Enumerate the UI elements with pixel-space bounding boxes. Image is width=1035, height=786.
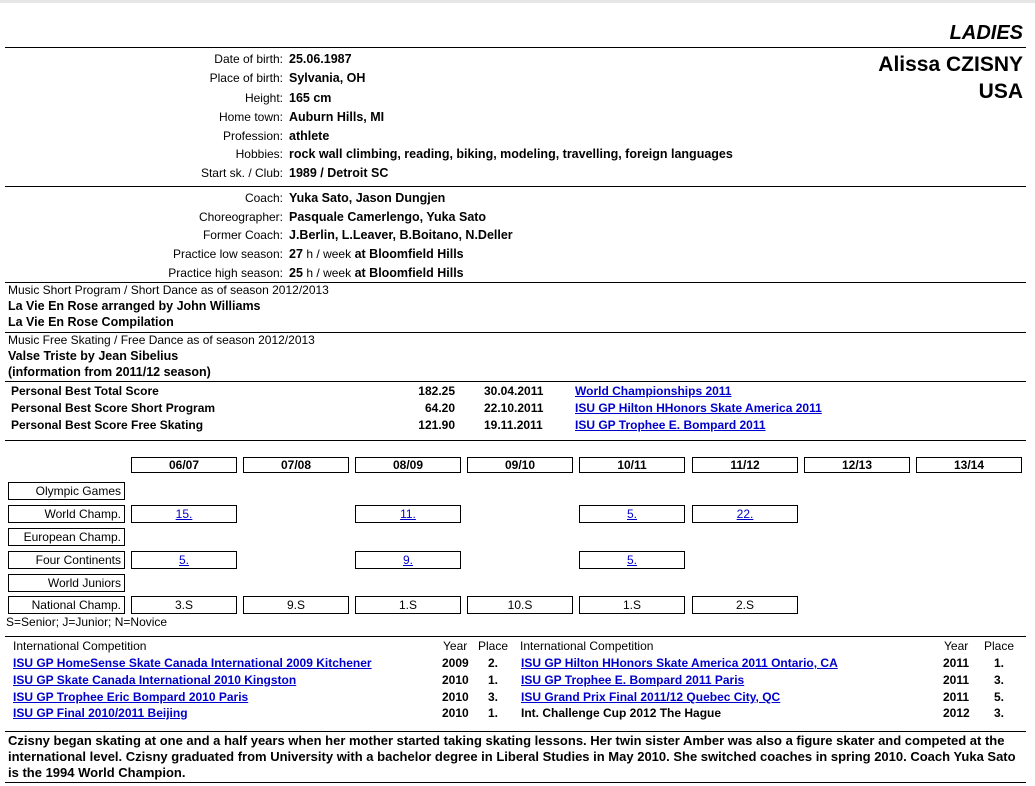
result-cell xyxy=(579,505,685,523)
result-cell: 3.S xyxy=(131,596,237,614)
season-header: 12/13 xyxy=(804,457,910,473)
practice-unit: h / week xyxy=(306,266,352,280)
season-header: 11/12 xyxy=(692,457,798,473)
result-link[interactable]: 5. xyxy=(626,553,637,567)
practice-value xyxy=(289,247,464,261)
intl-year: 2010 xyxy=(442,706,469,720)
pb-score: 64.20 xyxy=(424,401,455,415)
intl-header-year: Year xyxy=(944,639,969,653)
coach-label: Coach: xyxy=(244,191,283,205)
intl-header-year: Year xyxy=(443,639,468,653)
intl-place: 1. xyxy=(994,656,1005,670)
intl-place: 1. xyxy=(488,706,499,720)
music-fs-heading: Music Free Skating / Free Dance as of season 2012/2013 xyxy=(8,333,315,347)
pb-event-link[interactable]: ISU GP Trophee E. Bompard 2011 xyxy=(575,418,766,432)
result-cell xyxy=(131,505,237,523)
intl-place: 3. xyxy=(994,673,1005,687)
intl-competition-text: Int. Challenge Cup 2012 The Hague xyxy=(521,706,722,720)
result-cell: 1.S xyxy=(579,596,685,614)
intl-place: 2. xyxy=(488,656,499,670)
intl-year: 2011 xyxy=(943,673,970,687)
bio-value: athlete xyxy=(289,129,330,143)
results-row-label: World Champ. xyxy=(8,505,125,523)
divider xyxy=(5,381,1026,382)
bio-value: 165 cm xyxy=(289,91,332,105)
intl-competition-link[interactable]: ISU GP Final 2010/2011 Beijing xyxy=(13,706,188,720)
pb-date: 19.11.2011 xyxy=(484,418,543,432)
intl-year: 2011 xyxy=(943,690,970,704)
intl-year: 2010 xyxy=(442,690,469,704)
coach-label: Former Coach: xyxy=(202,228,283,242)
category-label: LADIES xyxy=(949,22,1023,44)
bio-label: Date of birth: xyxy=(214,52,283,66)
intl-year: 2012 xyxy=(943,706,970,720)
intl-competition-link[interactable]: ISU GP Trophee Eric Bompard 2010 Paris xyxy=(13,690,249,704)
result-link[interactable]: 5. xyxy=(178,553,189,567)
bio-label: Home town: xyxy=(218,110,283,124)
results-row-label: World Juniors xyxy=(8,574,125,592)
coach-value: Yuka Sato, Jason Dungjen xyxy=(289,191,446,205)
pb-score: 182.25 xyxy=(418,384,455,398)
intl-year: 2011 xyxy=(943,656,970,670)
top-border xyxy=(0,0,1035,3)
result-link[interactable]: 5. xyxy=(626,507,637,521)
bio-value: Auburn Hills, MI xyxy=(289,110,385,124)
bio-label: Height: xyxy=(244,91,283,105)
pb-score: 121.90 xyxy=(418,418,455,432)
season-header: 06/07 xyxy=(131,457,237,473)
result-cell xyxy=(579,551,685,569)
season-header: 09/10 xyxy=(467,457,573,473)
result-cell: 10.S xyxy=(467,596,573,614)
practice-value xyxy=(289,266,464,280)
intl-competition-link[interactable]: ISU GP Skate Canada International 2010 Kingston xyxy=(13,673,297,687)
pb-event-link[interactable]: ISU GP Hilton HHonors Skate America 2011 xyxy=(575,401,822,415)
music-fs-line: Valse Triste by Jean Sibelius xyxy=(8,349,179,363)
practice-label: Practice high season: xyxy=(168,266,283,280)
music-sp-line: La Vie En Rose Compilation xyxy=(8,315,174,329)
pb-label: Personal Best Score Free Skating xyxy=(11,418,204,432)
intl-year: 2010 xyxy=(442,673,469,687)
divider xyxy=(5,47,1026,48)
bio-label: Profession: xyxy=(222,129,283,143)
intl-header-place: Place xyxy=(478,639,509,653)
result-cell xyxy=(355,551,461,569)
intl-place: 5. xyxy=(994,690,1005,704)
practice-place: at Bloomfield Hills xyxy=(354,247,464,261)
result-link[interactable]: 11. xyxy=(400,507,416,521)
bio-label: Start sk. / Club: xyxy=(200,166,283,180)
coach-value: Pasquale Camerlengo, Yuka Sato xyxy=(289,210,487,224)
skater-country: USA xyxy=(978,80,1023,103)
result-cell: 2.S xyxy=(692,596,798,614)
result-link[interactable]: 22. xyxy=(736,507,754,521)
results-row-label: Olympic Games xyxy=(8,482,125,500)
result-cell: 9.S xyxy=(243,596,349,614)
pb-label: Personal Best Total Score xyxy=(11,384,159,398)
intl-competition-link[interactable]: ISU GP HomeSense Skate Canada International 2009 Kitchener xyxy=(13,656,372,670)
divider xyxy=(5,186,1026,187)
intl-header-competition: International Competition xyxy=(13,639,147,653)
pb-date: 30.04.2011 xyxy=(484,384,544,398)
intl-competition-link[interactable]: ISU Grand Prix Final 2011/12 Quebec City, QC xyxy=(521,690,781,704)
coach-value: J.Berlin, L.Leaver, B.Boitano, N.Deller xyxy=(289,228,513,242)
biography-text: Czisny began skating at one and a half years when her mother started taking skating lessons. Her twin sister Amber was also a figure skater and competed at the international level. Czisny graduated from University with a bachelor degree in Liberal Studies in May 2010. She switched coaches in spring 2010. Coach Yuka Sato is the 1994 World Champion. xyxy=(8,733,1016,780)
intl-place: 3. xyxy=(994,706,1005,720)
results-row-label: Four Continents xyxy=(8,551,125,569)
intl-header-place: Place xyxy=(984,639,1015,653)
music-sp-line: La Vie En Rose arranged by John Williams xyxy=(8,299,261,313)
bio-value: 1989 / Detroit SC xyxy=(289,166,389,180)
intl-competition-link[interactable]: ISU GP Hilton HHonors Skate America 2011 Ontario, CA xyxy=(521,656,838,670)
result-cell xyxy=(692,505,798,523)
season-header: 10/11 xyxy=(579,457,685,473)
bio-value: rock wall climbing, reading, biking, modeling, travelling, foreign languages xyxy=(289,147,733,161)
bio-label: Place of birth: xyxy=(209,71,283,85)
divider xyxy=(5,782,1026,783)
pb-label: Personal Best Score Short Program xyxy=(11,401,216,415)
skater-name: Alissa CZISNY xyxy=(878,53,1023,76)
intl-place: 1. xyxy=(488,673,499,687)
bio-label: Hobbies: xyxy=(235,147,283,161)
results-row-label: European Champ. xyxy=(8,528,125,546)
bio-value: 25.06.1987 xyxy=(289,52,352,66)
result-cell xyxy=(131,551,237,569)
result-cell xyxy=(355,505,461,523)
divider xyxy=(5,440,1026,441)
intl-place: 3. xyxy=(488,690,499,704)
bio-value: Sylvania, OH xyxy=(289,71,366,85)
divider xyxy=(5,731,1026,732)
intl-year: 2009 xyxy=(442,656,469,670)
intl-competition-link[interactable]: ISU GP Trophee E. Bompard 2011 Paris xyxy=(521,673,745,687)
music-fs-line: (information from 2011/12 season) xyxy=(8,365,211,379)
season-header: 07/08 xyxy=(243,457,349,473)
result-cell: 1.S xyxy=(355,596,461,614)
results-legend: S=Senior; J=Junior; N=Novice xyxy=(6,615,168,629)
coach-label: Choreographer: xyxy=(198,210,283,224)
result-link[interactable]: 9. xyxy=(402,553,413,567)
music-sp-heading: Music Short Program / Short Dance as of season 2012/2013 xyxy=(8,283,329,297)
pb-date: 22.10.2011 xyxy=(484,401,544,415)
practice-label: Practice low season: xyxy=(172,247,283,261)
season-header: 13/14 xyxy=(916,457,1022,473)
intl-header-competition: International Competition xyxy=(520,639,654,653)
practice-unit: h / week xyxy=(306,247,352,261)
pb-event-link[interactable]: World Championships 2011 xyxy=(575,384,732,398)
season-header: 08/09 xyxy=(355,457,461,473)
practice-hours: 25 xyxy=(289,266,303,280)
practice-place: at Bloomfield Hills xyxy=(354,266,464,280)
practice-hours: 27 xyxy=(289,247,303,261)
result-link[interactable]: 15. xyxy=(175,507,193,521)
divider xyxy=(5,636,1026,637)
results-row-label: National Champ. xyxy=(8,596,125,614)
